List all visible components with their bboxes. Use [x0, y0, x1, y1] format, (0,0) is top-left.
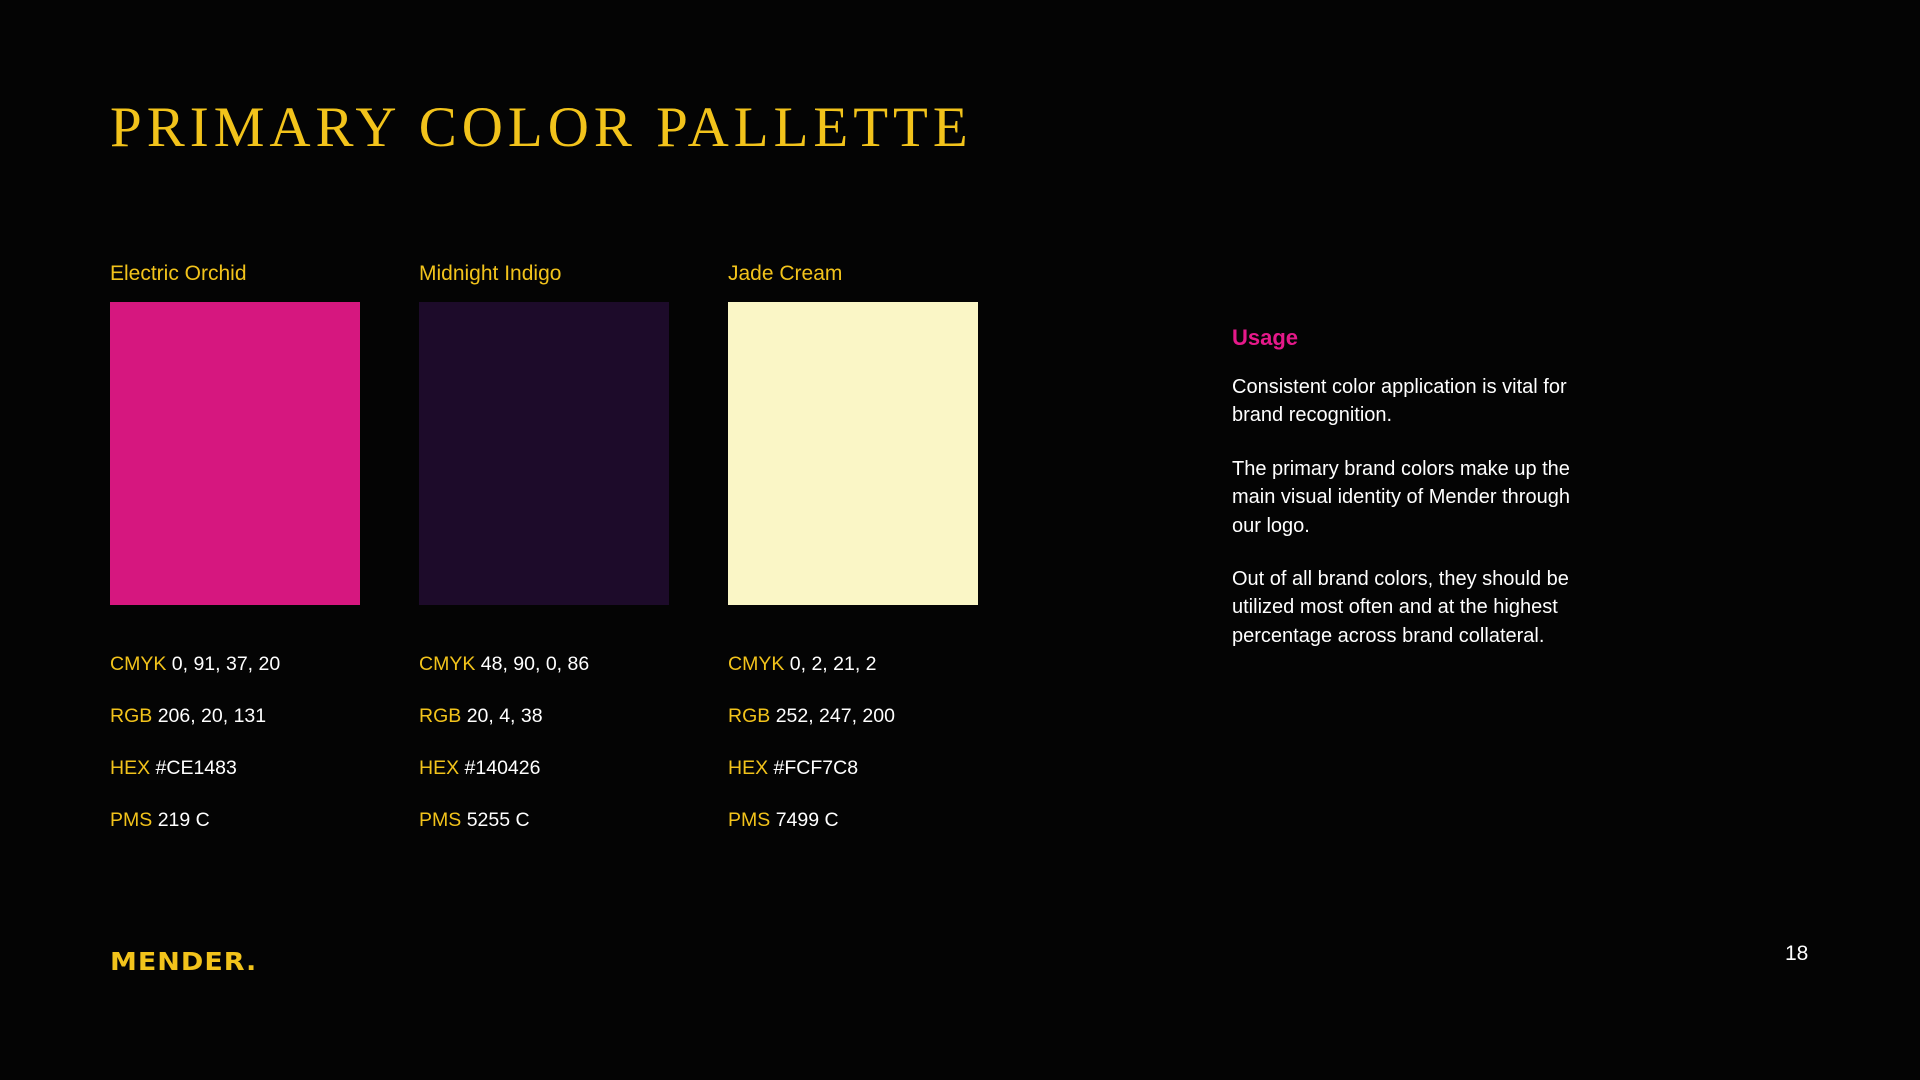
- spec-key: CMYK: [728, 653, 785, 675]
- page-number: 18: [1785, 942, 1809, 965]
- spec-row: [728, 809, 978, 832]
- spec-value: 5255 C: [466, 809, 530, 831]
- page-title: PRIMARY COLOR PALLETTE: [110, 96, 973, 159]
- mender-logo: MENDER.: [110, 948, 258, 977]
- spec-key: CMYK: [110, 653, 167, 675]
- spec-key: PMS: [110, 809, 153, 831]
- spec-key: PMS: [419, 809, 462, 831]
- swatch-color-chip: [419, 302, 669, 605]
- spec-key: RGB: [419, 705, 462, 727]
- spec-row: [419, 809, 669, 832]
- spec-value: #FCF7C8: [773, 757, 859, 779]
- spec-value: 219 C: [157, 809, 210, 831]
- swatch-label: Electric Orchid: [110, 262, 247, 285]
- swatch-color-chip: [728, 302, 978, 605]
- spec-value: 206, 20, 131: [157, 705, 267, 727]
- spec-key: HEX: [728, 757, 769, 779]
- spec-row: [419, 757, 669, 780]
- spec-key: CMYK: [419, 653, 476, 675]
- color-swatch-electric-orchid: [110, 262, 360, 861]
- swatch-label: Jade Cream: [728, 262, 843, 285]
- spec-row: [110, 757, 360, 780]
- spec-row: [419, 705, 669, 728]
- spec-value: #CE1483: [155, 757, 237, 779]
- spec-key: PMS: [728, 809, 771, 831]
- swatch-specs: [110, 653, 360, 832]
- spec-row: [728, 705, 978, 728]
- spec-key: HEX: [419, 757, 460, 779]
- spec-row: [728, 757, 978, 780]
- usage-paragraph: Out of all brand colors, they should be utilized most often and at the highest percentage across brand collateral.: [1232, 567, 1569, 647]
- swatch-specs: [728, 653, 978, 832]
- usage-title: Usage: [1232, 325, 1299, 350]
- usage-paragraph: The primary brand colors make up the main visual identity of Mender through our logo.: [1232, 457, 1570, 537]
- spec-value: 0, 91, 37, 20: [171, 653, 281, 675]
- spec-value: 48, 90, 0, 86: [480, 653, 590, 675]
- spec-value: 252, 247, 200: [775, 705, 895, 727]
- spec-key: RGB: [110, 705, 153, 727]
- color-swatch-group: [110, 262, 978, 861]
- spec-row: [110, 705, 360, 728]
- swatch-label: Midnight Indigo: [419, 262, 562, 285]
- spec-row: [110, 809, 360, 832]
- spec-value: 0, 2, 21, 2: [789, 653, 877, 675]
- spec-value: #140426: [464, 757, 541, 779]
- spec-key: RGB: [728, 705, 771, 727]
- color-swatch-jade-cream: [728, 262, 978, 861]
- usage-section: [1232, 325, 1584, 650]
- spec-row: [110, 653, 360, 676]
- spec-value: 20, 4, 38: [466, 705, 543, 727]
- color-swatch-midnight-indigo: [419, 262, 669, 861]
- spec-value: 7499 C: [775, 809, 839, 831]
- spec-row: [728, 653, 978, 676]
- swatch-specs: [419, 653, 669, 832]
- spec-row: [419, 653, 669, 676]
- usage-paragraph: Consistent color application is vital for brand recognition.: [1232, 376, 1567, 427]
- swatch-color-chip: [110, 302, 360, 605]
- spec-key: HEX: [110, 757, 151, 779]
